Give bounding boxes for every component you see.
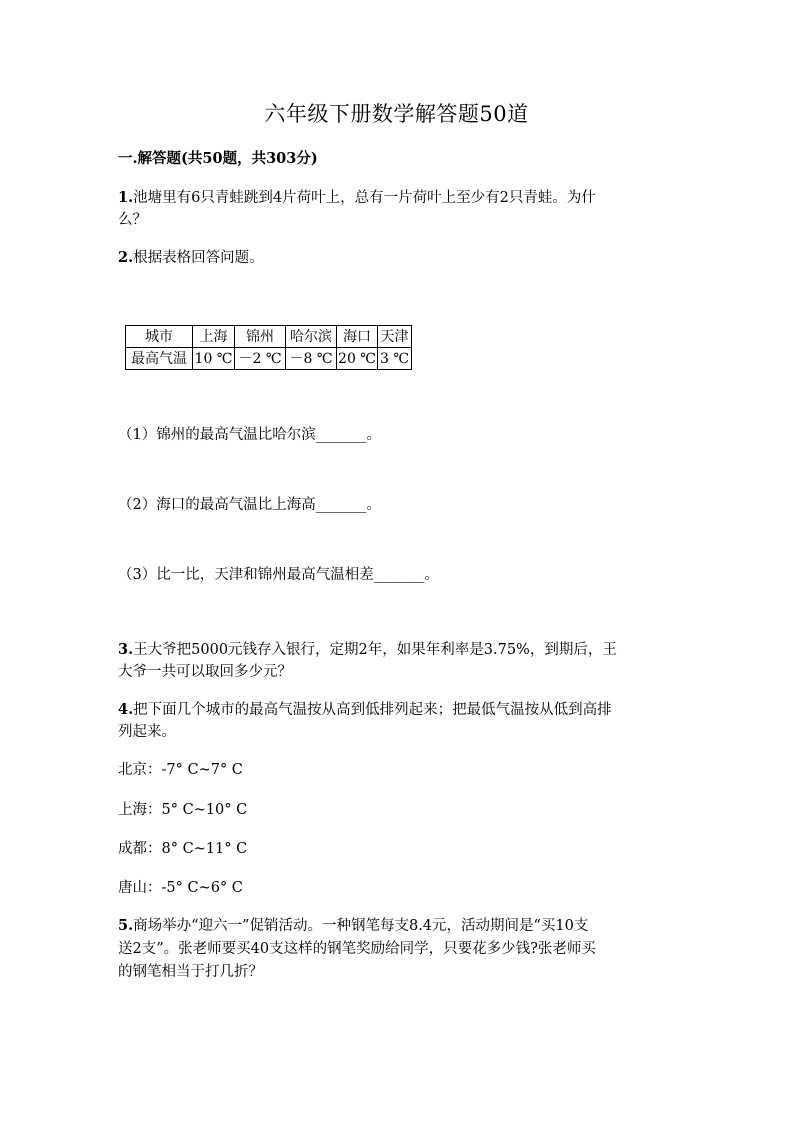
table-cell: 锦州 [235, 326, 286, 348]
table-cell: 3 ℃ [378, 348, 412, 370]
question-2 [118, 246, 678, 270]
question-number: 5. [118, 917, 134, 934]
table-header-row [126, 326, 412, 348]
question-4 [118, 698, 678, 722]
question-text: 根据表格回答问题。 [133, 250, 264, 266]
table-cell: 20 ℃ [337, 348, 378, 370]
table-cell: 海口 [337, 326, 378, 348]
question-number: 4. [118, 701, 134, 718]
question-number: 3. [118, 641, 134, 658]
question-3 [118, 638, 678, 662]
question-text: 池塘里有6只青蛙跳到4片荷叶上，总有一片荷叶上至少有2只青蛙。为什 [133, 190, 596, 206]
question-1-continued: 么？ [118, 212, 147, 228]
sub-question-2: （2）海口的最高气温比上海高_______。 [118, 497, 381, 513]
question-number: 2. [118, 249, 134, 266]
city-temperature-tangshan: 唐山：-5° C~6° C [118, 880, 243, 896]
table-cell: －8 ℃ [286, 348, 337, 370]
table-cell: 城市 [126, 326, 193, 348]
table-row [126, 348, 412, 370]
section-heading: 一.解答题(共50题，共303分) [118, 150, 318, 167]
question-text: 把下面几个城市的最高气温按从高到低排列起来；把最低气温按从低到高排 [133, 702, 612, 718]
table-cell: 哈尔滨 [286, 326, 337, 348]
question-3-continued: 大爷一共可以取回多少元？ [118, 664, 292, 680]
sub-question-3: （3）比一比，天津和锦州最高气温相差_______。 [118, 567, 439, 583]
question-5-continued: 送2支”。张老师要买40支这样的钢笔奖励给同学，只要花多少钱?张老师买 [118, 941, 596, 957]
question-text: 王大爷把5000元钱存入银行，定期2年，如果年利率是3.75%，到期后，王 [133, 642, 617, 658]
city-temperature-shanghai: 上海：5° C~10° C [118, 802, 248, 818]
question-1 [118, 186, 678, 210]
table-cell: 10 ℃ [193, 348, 235, 370]
table-cell: 天津 [378, 326, 412, 348]
city-temperature-chengdu: 成都：8° C~11° C [118, 841, 248, 857]
city-temperature-beijing: 北京：-7° C~7° C [118, 762, 243, 778]
table-cell: 最高气温 [126, 348, 193, 370]
sub-question-1: （1）锦州的最高气温比哈尔滨_______。 [118, 427, 381, 443]
question-text: 商场举办“迎六一”促销活动。一种钢笔每支8.4元，活动期间是“买10支 [133, 918, 589, 934]
temperature-table [125, 325, 412, 370]
question-4-continued: 列起来。 [118, 724, 176, 740]
page-title: 六年级下册数学解答题50道 [264, 102, 529, 126]
question-number: 1. [118, 189, 134, 206]
question-5 [118, 914, 678, 938]
question-5-continued-2: 的钢笔相当于打几折？ [118, 964, 263, 980]
table-cell: －2 ℃ [235, 348, 286, 370]
table-cell: 上海 [193, 326, 235, 348]
